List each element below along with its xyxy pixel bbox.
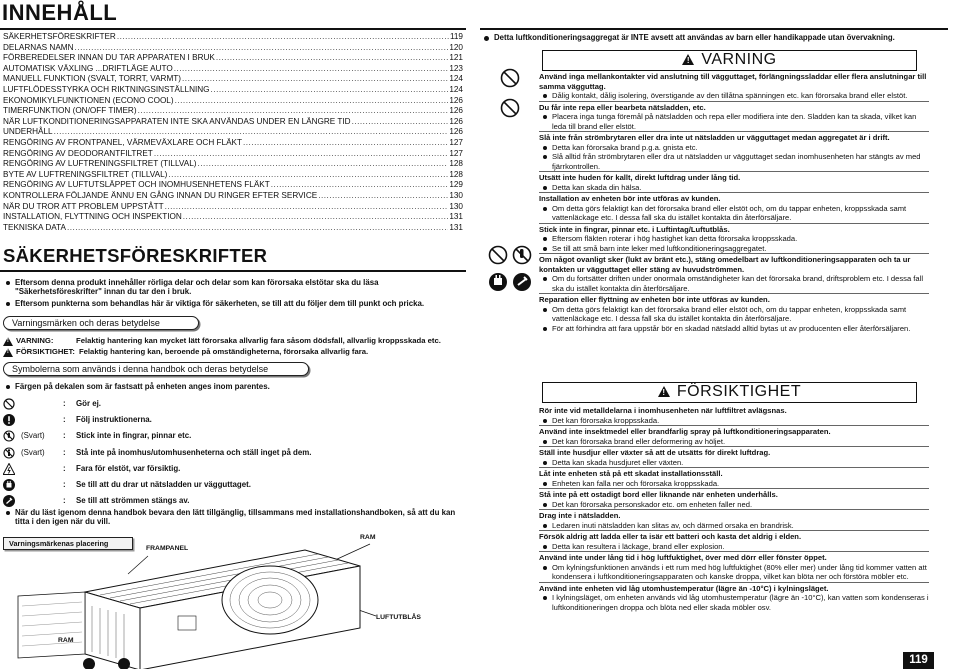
- toc-title: AUTOMATISK VÄXLING ...DRIFTLÄGE AUTO: [3, 63, 173, 73]
- toc-page: 120: [449, 42, 463, 52]
- rule-heading: Reparation eller flyttning av enheten bör inte utföras av kunden.: [539, 293, 929, 305]
- power-off-icon: [3, 495, 15, 507]
- toc-title: RENGÖRING AV LUFTUTSLÄPPET OCH INOMHUSENHETENS FLÄKT: [3, 180, 270, 190]
- prohibited-icon: [500, 68, 520, 88]
- rule-heading: Ställ inte husdjur eller växter så att de utsätts för direkt luftdrag.: [539, 446, 929, 458]
- toc-entry: [3, 149, 463, 160]
- label-ram-bottom: RAM: [58, 637, 74, 644]
- toc-entry: [3, 64, 463, 75]
- caution-title-text: FÖRSIKTIGHET: [676, 383, 802, 400]
- caution-label: FÖRSIKTIGHET:: [16, 347, 75, 356]
- prohibited-icon: [500, 98, 520, 118]
- toc-leader: [154, 149, 449, 160]
- symbol-colon: :: [63, 415, 66, 425]
- toc-page: 131: [449, 222, 463, 232]
- rule-detail: Placera inga tunga föremål på nätsladden och repa eller modifiera inte den. Sladden kan ta skada, vilket kan leda till brand eller elstöt.: [539, 112, 929, 131]
- unplug-icon: [3, 479, 15, 491]
- rule-detail: Slå alltid från strömbrytaren eller dra ut nätsladden ur vägguttaget sedan inomhusenheten har stängts av med fjärrkontrollen.: [539, 152, 929, 171]
- symbol-meaning: Se till att strömmen stängs av.: [76, 496, 190, 506]
- toc-entry: [3, 202, 463, 213]
- toc-title: UNDERHÅLL: [3, 127, 53, 137]
- warning-box-title: [542, 50, 917, 71]
- symbols-intro-text: Färgen på dekalen som är fastsatt på enheten anges inom parentes.: [3, 382, 463, 391]
- rule-detail: Se till att små barn inte leker med luftkonditioneringsaggregatet.: [539, 244, 929, 254]
- rule-heading: Drag inte i nätsladden.: [539, 509, 929, 521]
- toc-page: 119: [449, 32, 463, 41]
- toc-page: 127: [449, 137, 463, 147]
- toc-leader: [175, 96, 449, 107]
- rule-detail: Det kan förorsaka brand eller deformering av höljet.: [539, 437, 929, 447]
- toc-leader: [174, 64, 449, 75]
- rule-detail: Om detta görs felaktigt kan det förorsaka brand eller elstöt och, om du tappar enheten, kroppsskada samt vattenläckage etc. I dessa fall ska du istället kontakta din återförsäljare.: [539, 204, 929, 223]
- page-title: INNEHÅLL: [2, 0, 118, 25]
- toc-entry: [3, 32, 463, 43]
- toc-entry: [3, 138, 463, 149]
- toc-page: 131: [449, 212, 463, 222]
- toc-leader: [318, 191, 448, 202]
- toc-leader: [216, 53, 448, 64]
- rule-heading: Stick inte in fingrar, pinnar etc. i Luftintag/Luftutblås.: [539, 223, 929, 235]
- rule-heading: Utsätt inte huden för kallt, direkt luftdrag under lång tid.: [539, 171, 929, 183]
- toc-page: 128: [449, 159, 463, 169]
- symbol-meaning: Fara för elstöt, var försiktig.: [76, 463, 181, 473]
- caution-list: [539, 405, 929, 612]
- page-number: 119: [903, 652, 934, 669]
- caution-triangle-icon: [658, 386, 670, 397]
- toc-title: FÖRBEREDELSER INNAN DU TAR APPARATEN I BRUK: [3, 53, 215, 63]
- rule-detail: Det kan förorsaka kroppsskada.: [539, 416, 929, 426]
- toc-page: 124: [449, 74, 463, 84]
- warning-list: [539, 71, 929, 333]
- toc-entry: [3, 117, 463, 128]
- toc-leader: [117, 32, 449, 43]
- outdoor-unit-diagram: [0, 536, 466, 669]
- caution-definition: [3, 347, 368, 357]
- toc-page: 126: [449, 116, 463, 126]
- toc-title: NÄR LUFTKONDITIONERINGSAPPARATEN INTE SKA ANVÄNDAS UNDER EN LÄNGRE TID: [3, 116, 351, 126]
- symbols-note: [3, 508, 463, 527]
- top-note: Detta luftkonditioneringsaggregat är INTE avsett att användas av barn eller handikappade utan övervakning.: [482, 33, 948, 43]
- warning-text: Felaktig hantering kan mycket lätt förorsaka allvarlig fara såsom dödsfall, allvarlig kroppsskada etc.: [76, 336, 441, 345]
- rule-detail: Enheten kan falla ner och förorsaka kroppsskada.: [539, 479, 929, 489]
- placement-label: Varningsmärkenas placering: [3, 537, 133, 550]
- warning-definition: [3, 336, 441, 346]
- toc-page: 128: [449, 169, 463, 179]
- warning-triangle-icon: [3, 337, 13, 346]
- symbol-colon: :: [63, 399, 66, 408]
- rule-detail: Detta kan förorsaka brand p.g.a. gnista etc.: [539, 143, 929, 153]
- label-frontpanel: FRAMPANEL: [146, 545, 189, 552]
- table-of-contents: [3, 32, 463, 233]
- prohibited-icon: [3, 398, 15, 410]
- toc-title: MANUELL FUNKTION (SVALT, TORRT, VARMT): [3, 74, 182, 84]
- toc-leader: [182, 74, 448, 85]
- rule-heading: Rör inte vid metalldelarna i inomhusenheten när luftfiltret avlägsnas.: [539, 406, 787, 415]
- symbol-row: [3, 412, 463, 428]
- top-rule: [480, 28, 948, 30]
- toc-entry: [3, 127, 463, 138]
- toc-page: 126: [449, 106, 463, 116]
- symbols-note-text: När du läst igenom denna handbok bevara den lätt tillgänglig, tillsammans med installationshandboken, så att du kan titta i den igen när du vill.: [3, 508, 463, 527]
- toc-leader: [165, 202, 449, 213]
- toc-title: TEKNISKA DATA: [3, 222, 66, 232]
- rule-detail: Om du fortsätter driften under onormala omständigheter kan det förorsaka brand, driftsproblem etc. I dessa fall ska du istället kontakta din återförsäljare.: [539, 274, 929, 293]
- symbol-row: [3, 493, 463, 509]
- rule-detail: Ledaren inuti nätsladden kan slitas av, och därmed orsaka en brandrisk.: [539, 521, 929, 531]
- toc-leader: [67, 223, 448, 234]
- toc-page: 123: [449, 63, 463, 73]
- symbol-row: [3, 428, 463, 444]
- toc-title: DELARNAS NAMN: [3, 42, 74, 52]
- symbol-meaning: Följ instruktionerna.: [76, 415, 152, 425]
- marks-title: Varningsmärken och deras betydelse: [3, 316, 199, 330]
- toc-leader: [54, 127, 449, 138]
- rule-detail: Dålig kontakt, dålig isolering, överstigande av den tillåtna spänningen etc. kan förorsaka brand eller elstöt.: [539, 91, 929, 101]
- rule-detail: Detta kan resultera i läckage, brand eller explosion.: [539, 542, 929, 552]
- toc-page: 129: [449, 180, 463, 190]
- rule-heading: Använd inte under lång tid i hög luftfuktighet, över med dörr eller fönster öppet.: [539, 551, 929, 563]
- prohibited-icon: [488, 245, 508, 265]
- rule-heading: Om något ovanligt sker (lukt av bränt etc.), stäng omedelbart av luftkonditioneringsapparaten och ta ur kontakten ur vägguttaget eller stäng av huvudströmmen.: [539, 253, 929, 274]
- mandatory-icon: [3, 414, 15, 426]
- toc-entry: [3, 74, 463, 85]
- toc-page: 127: [449, 148, 463, 158]
- toc-page: 130: [449, 190, 463, 200]
- caution-triangle-icon: [3, 348, 13, 357]
- toc-page: 126: [449, 95, 463, 105]
- section-rule: [0, 270, 466, 272]
- toc-leader: [211, 85, 449, 96]
- rule-detail: Om kylningsfunktionen används i ett rum med hög luftfuktighet (80% eller mer) under lång tid kommer vatten att kondensera i luftkonditioneringsapparaten och kanske droppa, vilket kan blöta ner och förstöra möbler etc.: [539, 563, 929, 582]
- caution-text: Felaktig hantering kan, beroende på omständigheterna, förorsaka allvarlig fara.: [78, 347, 369, 356]
- toc-leader: [198, 159, 449, 170]
- warning-triangle-icon: [682, 54, 694, 65]
- intro-list: [3, 278, 463, 310]
- symbol-color: (Svart): [21, 447, 45, 457]
- symbol-list: [3, 396, 463, 509]
- no-standing-icon: [3, 447, 15, 459]
- symbols-intro: [3, 382, 463, 391]
- rule-heading: Låt inte enheten stå på ett skadat installationsställ.: [539, 467, 929, 479]
- symbol-colon: :: [63, 479, 66, 489]
- symbol-colon: :: [63, 463, 66, 473]
- toc-leader: [352, 117, 449, 128]
- toc-page: 126: [449, 127, 463, 137]
- label-ram-top: RAM: [360, 534, 376, 541]
- warning-label: VARNING:: [16, 336, 54, 345]
- symbol-meaning: Se till att du drar ut nätsladden ur vägguttaget.: [76, 479, 251, 489]
- symbol-row: [3, 445, 463, 461]
- rule-detail: Detta kan skada husdjuret eller växten.: [539, 458, 929, 468]
- toc-entry: [3, 191, 463, 202]
- toc-title: RENGÖRING AV FRONTPANEL, VÄRMEVÄXLARE OCH FLÄKT: [3, 137, 242, 147]
- right-column: [480, 0, 960, 669]
- toc-entry: [3, 43, 463, 54]
- toc-leader: [183, 212, 449, 223]
- rule-detail: I kylningsläget, om enheten används vid låg utomhustemperatur (lägre än -10°C), kan vatten som kondenseras i luftkonditioneringen droppa och blöta ned eller skada möbler osv.: [539, 593, 929, 612]
- symbols-title: Symbolerna som används i denna handbok och deras betydelse: [3, 362, 309, 376]
- symbol-row: [3, 461, 463, 477]
- toc-title: KONTROLLERA FÖLJANDE ÄNNU EN GÅNG INNAN DU RINGER EFTER SERVICE: [3, 190, 318, 200]
- toc-page: 130: [449, 201, 463, 211]
- symbol-meaning: Stick inte in fingrar, pinnar etc.: [76, 431, 192, 441]
- toc-title: EKONOMIKYLFUNKTIONEN (ECONO COOL): [3, 95, 174, 105]
- toc-entry: [3, 170, 463, 181]
- toc-title: NÄR DU TROR ATT PROBLEM UPPSTÅTT: [3, 201, 164, 211]
- toc-entry: [3, 180, 463, 191]
- toc-title: BYTE AV LUFTRENINGSFILTRET (TILLVAL): [3, 169, 168, 179]
- intro-item: Eftersom punkterna som behandlas här är viktiga för säkerheten, se till att du följer dem till punkt och pricka.: [3, 299, 463, 308]
- rule-heading: Slå inte från strömbrytaren eller dra inte ut nätsladden ur vägguttaget medan aggregatet är i drift.: [539, 131, 929, 143]
- no-finger-icon: [3, 430, 15, 442]
- toc-entry: [3, 212, 463, 223]
- section-title: SÄKERHETSFÖRESKRIFTER: [3, 245, 268, 266]
- rule-detail: För att förhindra att fara uppstår bör en skadad nätsladd alltid bytas ut av producenten eller återförsäljaren.: [539, 324, 929, 334]
- unplug-icon: [488, 272, 508, 292]
- toc-title: LUFTFLÖDESSTYRKA OCH RIKTNINGSINSTÄLLNING: [3, 84, 210, 94]
- rule-detail: Det kan förorsaka personskador etc. om enheten faller ned.: [539, 500, 929, 510]
- toc-page: 124: [449, 84, 463, 94]
- rule-detail: Eftersom fläkten roterar i hög hastighet kan detta förorsaka kroppsskada.: [539, 234, 929, 244]
- symbol-meaning: Stå inte på inomhus/utomhusenheterna och ställ inget på dem.: [76, 447, 312, 457]
- toc-title: TIMERFUNKTION (ON/OFF TIMER): [3, 106, 137, 116]
- symbol-colon: :: [63, 496, 66, 506]
- toc-title: RENGÖRING AV DEODORANTFILTRET: [3, 148, 153, 158]
- toc-title: SÄKERHETSFÖRESKRIFTER: [3, 32, 116, 41]
- intro-item: Eftersom denna produkt innehåller rörliga delar och delar som kan förorsaka elstötar ska du läsa "Säkerhetsföreskrifter" innan du tar den i bruk.: [3, 278, 463, 297]
- toc-entry: [3, 106, 463, 117]
- toc-leader: [243, 138, 448, 149]
- symbol-colon: :: [63, 431, 66, 441]
- symbol-meaning: Gör ej.: [76, 399, 101, 408]
- rule-heading: Installation av enheten bör inte utföras av kunden.: [539, 192, 929, 204]
- rule-heading: Försök aldrig att ladda eller ta isär ett batteri och kasta det aldrig i elden.: [539, 530, 929, 542]
- symbol-row: [3, 396, 463, 412]
- rule-heading: Du får inte repa eller bearbeta nätsladden, etc.: [539, 101, 929, 113]
- caution-box-title: [542, 382, 917, 403]
- toc-title: INSTALLATION, FLYTTNING OCH INSPEKTION: [3, 212, 182, 222]
- rule-heading: Använd inte insektmedel eller brandfarlig spray på luftkonditioneringsapparaten.: [539, 425, 929, 437]
- symbol-row: [3, 477, 463, 493]
- symbol-color: (Svart): [21, 431, 45, 441]
- rule-heading: Stå inte på ett ostadigt bord eller liknande när enheten underhålls.: [539, 488, 929, 500]
- toc-entry: [3, 223, 463, 234]
- toc-entry: [3, 85, 463, 96]
- rule-heading: Använd inga mellankontakter vid anslutning till vägguttaget, förlängningssladdar eller flera anslutningar till samma vägguttag.: [539, 72, 927, 91]
- symbol-colon: :: [63, 447, 66, 457]
- toc-entry: [3, 53, 463, 64]
- electric-shock-icon: [3, 463, 15, 475]
- toc-title: RENGÖRING AV LUFTRENINGSFILTRET (TILLVAL): [3, 159, 197, 169]
- toc-entry: [3, 159, 463, 170]
- rule-detail: Detta kan skada din hälsa.: [539, 183, 929, 193]
- toc-page: 121: [449, 53, 463, 63]
- left-column: [0, 0, 466, 669]
- toc-leader: [271, 180, 449, 191]
- toc-leader: [138, 106, 449, 117]
- toc-leader: [168, 170, 448, 181]
- title-rule: [0, 28, 466, 30]
- warning-title-text: VARNING: [701, 51, 777, 68]
- toc-leader: [75, 43, 449, 54]
- power-off-icon: [512, 272, 532, 292]
- rule-detail: Om detta görs felaktigt kan det förorsaka brand eller elstöt och, om du tappar enheten, kroppsskada samt vattenläckage etc. I dessa fall ska du istället kontakta din återförsäljare.: [539, 305, 929, 324]
- rule-heading: Använd inte enheten vid låg utomhustemperatur (lägre än -10°C) i kylningsläget.: [539, 582, 929, 594]
- label-air-outlet: LUFTUTBLÅS: [376, 614, 421, 621]
- no-finger-icon: [512, 245, 532, 265]
- toc-entry: [3, 96, 463, 107]
